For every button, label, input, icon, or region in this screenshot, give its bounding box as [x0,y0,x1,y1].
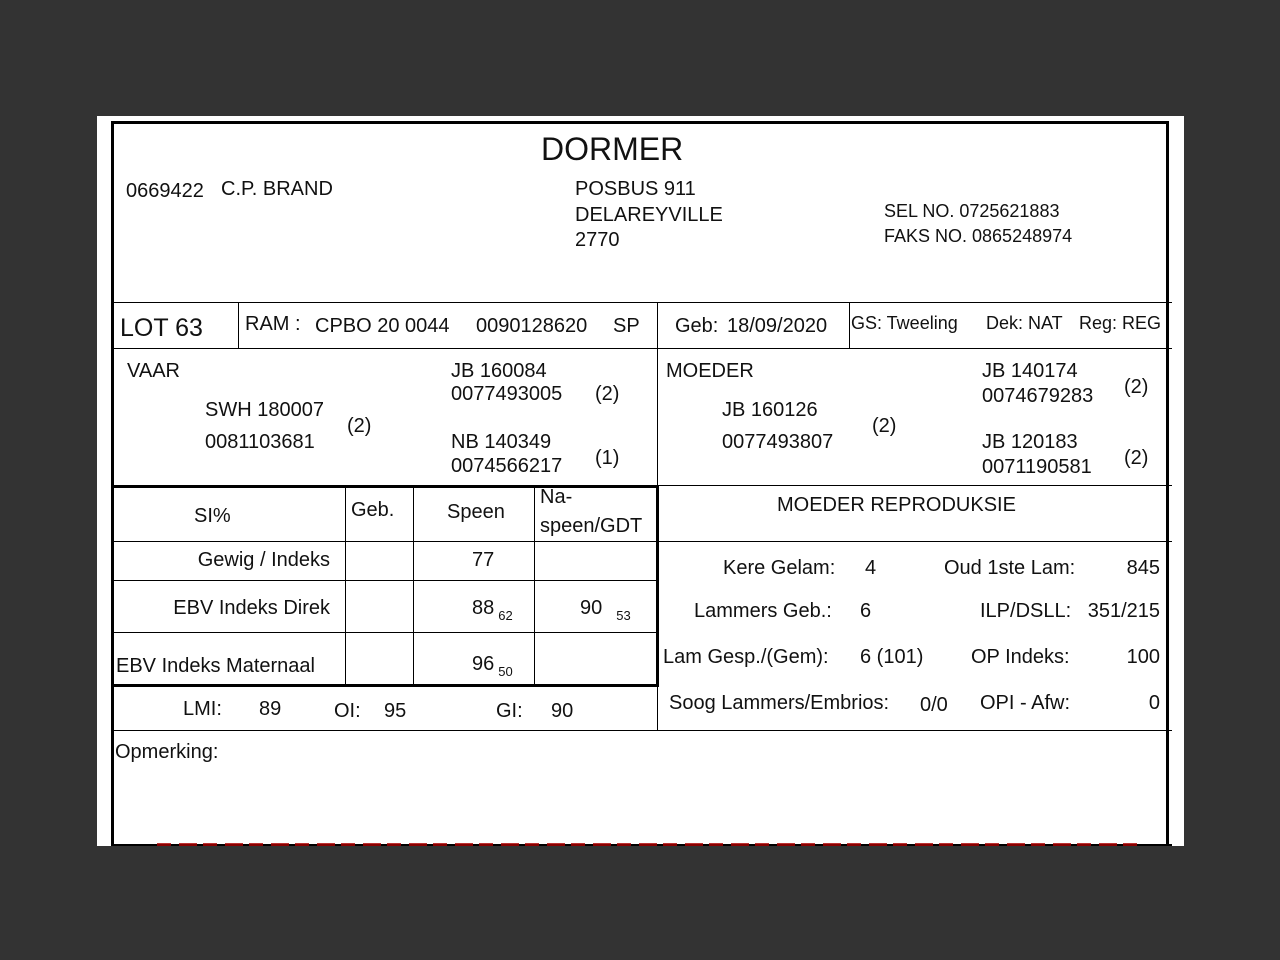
sire-dam-count: (1) [595,447,620,469]
oi-label: OI: [334,700,361,722]
sire-dam-number: 0074566217 [451,455,563,477]
sire-dam-id: NB 140349 [451,431,552,453]
sire-label: VAAR [127,360,180,382]
dam-dam-count: (2) [1124,447,1149,469]
ram-number: 0090128620 [476,315,588,337]
sire-sire-number: 0077493005 [451,383,563,405]
maternal-speen-accuracy: 50 [498,664,513,679]
dam-count: (2) [872,415,897,437]
birth-date: 18/09/2020 [727,315,828,337]
lot-number: LOT 63 [120,314,203,342]
owner-name: C.P. BRAND [221,178,333,200]
times-lambed-label: Kere Gelam: [723,557,836,579]
lambs-weaned-label: Lam Gesp./(Gem): [663,646,829,668]
dam-sire-count: (2) [1124,376,1149,398]
table-row-label: EBV Indeks Maternaal [116,655,315,677]
dam-number: 0077493807 [722,431,834,453]
suckling-lambs-label: Soog Lammers/Embrios: [669,692,890,714]
cropped-footer-text [157,843,1137,846]
si-header: SI% [194,505,231,527]
dam-label: MOEDER [666,360,754,382]
lot-card [111,121,1169,846]
table-row-label: EBV Indeks Direk [173,597,330,619]
sire-sire-count: (2) [595,383,620,405]
lmi-value: 89 [259,698,282,720]
fax-number: FAKS NO. 0865248974 [884,226,1073,246]
ram-label: RAM : [245,313,301,335]
op-index-value: 100 [1126,646,1160,668]
dam-sire-id: JB 140174 [982,360,1078,382]
lambs-weaned-value: 6 (101) [860,646,924,668]
registration: Reg: REG [1079,313,1162,333]
oi-value: 95 [384,700,407,722]
direct-naspeen-value: 90 $_{53}$ [580,597,631,623]
dam-id: JB 160126 [722,399,818,421]
naspeen-header-2: speen/GDT [540,515,643,537]
address-line-2: DELAREYVILLE [575,204,723,226]
opi-deviation-label: OPI - Afw: [980,692,1071,714]
direct-speen-value: 88 $_{62}$ [472,597,513,623]
address-line-1: POSBUS 911 [575,178,696,200]
geb-header: Geb. [351,499,395,521]
weight-speen-value: 77 [472,549,495,571]
address-postal-code: 2770 [575,229,620,251]
dam-dam-id: JB 120183 [982,431,1078,453]
table-row-label: Gewig / Indeks [197,549,330,571]
sire-id: SWH 180007 [205,399,324,421]
ilp-dsll-value: 351/215 [1087,600,1160,622]
direct-speen-accuracy: 62 [498,608,513,623]
owner-id: 0669422 [126,180,204,202]
lmi-label: LMI: [183,698,222,720]
direct-naspeen-accuracy: 53 [616,608,631,623]
phone-number: SEL NO. 0725621883 [884,201,1060,221]
gi-value: 90 [551,700,574,722]
first-lamb-age-label: Oud 1ste Lam: [944,557,1076,579]
ram-code: SP [613,315,640,337]
speen-header: Speen [447,501,505,523]
gi-label: GI: [496,700,523,722]
naspeen-header: Na- [540,486,573,508]
breed-title: DORMER [541,131,684,167]
opi-deviation-value: 0 [1148,692,1160,714]
remarks-label: Opmerking: [115,741,219,763]
lot-sheet [97,116,1184,846]
birth-status: GS: Tweeling [851,313,958,333]
sire-count: (2) [347,415,372,437]
op-index-label: OP Indeks: [971,646,1070,668]
reproduction-title: MOEDER REPRODUKSIE [777,494,1016,516]
ilp-dsll-label: ILP/DSLL: [980,600,1072,622]
sire-sire-id: JB 160084 [451,360,547,382]
first-lamb-age-value: 845 [1126,557,1160,579]
lambs-born-label: Lammers Geb.: [694,600,832,622]
dam-sire-number: 0074679283 [982,385,1094,407]
suckling-lambs-value: 0/0 [920,694,948,716]
mating-type: Dek: NAT [986,313,1063,333]
birth-label: Geb: [675,315,719,337]
maternal-speen-value: 96 $_{50}$ [472,653,513,679]
lambs-born-value: 6 [860,600,872,622]
dam-dam-number: 0071190581 [982,456,1092,478]
sire-number: 0081103681 [205,431,315,453]
times-lambed-value: 4 [865,557,877,579]
ram-id: CPBO 20 0044 [315,315,450,337]
